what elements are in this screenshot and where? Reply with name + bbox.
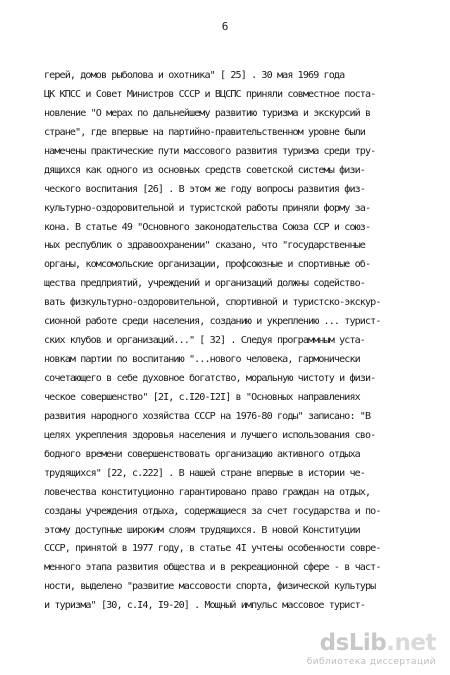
text-line: органы, комсомольские организации, профсоюзные и спортивные об-: [44, 259, 371, 271]
text-line: новление "О мерах по дальнейшему развитию туризма и экскурсий в: [44, 107, 371, 119]
page-number: 6: [221, 20, 229, 33]
text-line: вать физкультурно-оздоровительной, спортивной и туристско-экскур-: [44, 297, 381, 309]
text-line: новкам партии по воспитанию "...нового человека, гармонически: [44, 354, 360, 366]
text-line: ских клубов и организаций..." [ 32] . Следуя программным уста-: [44, 335, 365, 347]
text-line: сионной работе среди населения, созданию и укреплению ... турист-: [44, 316, 381, 328]
text-line: созданы учреждения отдыха, содержащиеся за счет государства и по-: [44, 505, 381, 517]
text-line: культурно-оздоровительной и туристской работы приняли форму за-: [44, 202, 371, 214]
text-line: трудящихся" [22, с.222] . В нашей стране впервые в истории че-: [44, 467, 365, 479]
text-line: этому доступные широким слоям трудящихся. В новой Конституции: [44, 524, 360, 536]
watermark: [307, 630, 436, 667]
text-line: ности, выделено "развитие массовости спорта, физической культуры: [44, 581, 376, 593]
watermark-logo-ds: ds: [319, 630, 349, 656]
text-line: менного этапа развития общества и в рекреационной сфере - в част-: [44, 562, 381, 574]
text-line: ческого воспитания [26] . В этом же году вопросы развития физ-: [44, 183, 365, 195]
text-line: кона. В статье 49 "Основного законодательства Союза ССР и союз-: [44, 221, 371, 233]
text-line: и туризма" [30, с.I4, I9-20] . Мощный импульс массовое турист-: [44, 600, 365, 612]
text-line: ЦК КПСС и Совет Министров СССР и ВЦСПС приняли совместное поста-: [44, 88, 376, 100]
watermark-subtitle: библиотека диссертаций: [306, 657, 436, 667]
text-line: ных республик о здравоохранении" сказано, что "государственные: [44, 240, 365, 252]
body-text: [44, 67, 444, 616]
text-line: ловечества конституционно гарантировано право граждан на отдых,: [44, 486, 371, 498]
text-line: дящихся как одного из основных средств советской системы физи-: [44, 164, 365, 176]
text-line: ческое совершенство" [2I, с.I20-I2I] в "Основных направлениях: [44, 391, 360, 403]
text-line: СССР, принятой в 1977 году, в статье 4I учтены особенности совре-: [44, 543, 381, 555]
watermark-logo: [307, 630, 436, 656]
text-line: целях укрепления здоровья населения и лучшего использования сво-: [44, 429, 376, 441]
watermark-logo-net: .net: [386, 630, 436, 656]
text-line: намечены практические пути массового развития туризма среди тру-: [44, 145, 376, 157]
text-line: стране", где впервые на партийно-правительственном уровне были: [44, 126, 365, 138]
text-line: развития народного хозяйства СССР на 1976-80 годы" записано: "В: [44, 410, 371, 422]
text-line: герей, домов рыболова и охотника" [ 25] . 30 мая 1969 года: [44, 70, 345, 81]
text-line: бодного времени совершенствовать организацию активного отдыха: [44, 448, 360, 460]
text-line: сочетающего в себе духовное богатство, моральную чистоту и физи-: [44, 373, 376, 384]
text-line: щества предприятий, учреждений и организаций должны содейство-: [44, 278, 365, 290]
watermark-logo-lib: Lib: [348, 630, 387, 656]
